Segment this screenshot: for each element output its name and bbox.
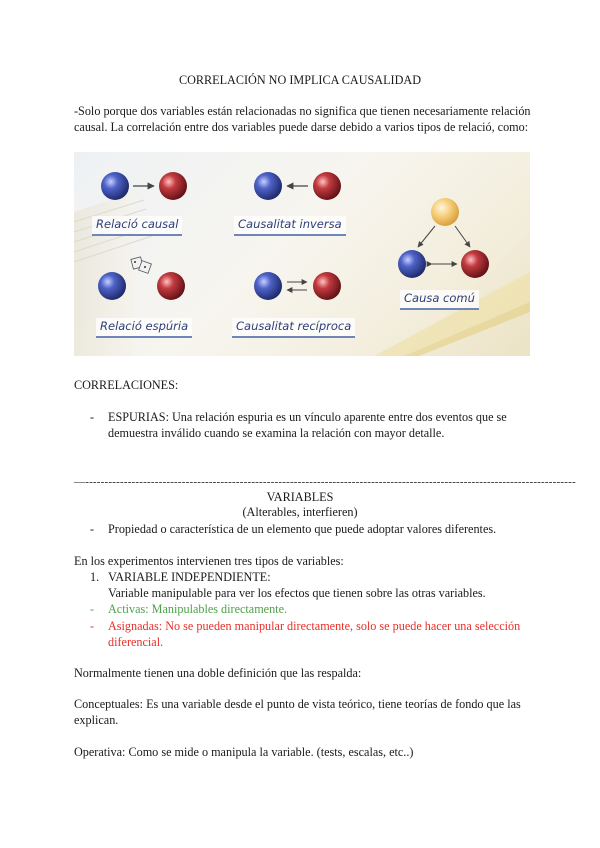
spurious-blue-ball	[98, 272, 126, 300]
label-causa-comu: Causa comú	[400, 290, 479, 310]
independent-variable-desc: Variable manipulable para ver los efectos que tienen sobre las otras variables.	[108, 586, 486, 600]
common-arrow-left	[418, 226, 435, 247]
causality-diagram	[74, 152, 530, 356]
activas-bullet: -	[90, 602, 95, 616]
label-causalitat-reciproca: Causalitat recíproca	[232, 318, 355, 338]
common-arrow-right	[455, 226, 470, 247]
page-title: CORRELACIÓN NO IMPLICA CAUSALIDAD	[178, 73, 422, 87]
asignadas-bullet: -	[90, 619, 95, 633]
operativa-paragraph: Operativa: Como se mide o manipula la variable. (tests, escalas, etc..)	[74, 745, 414, 759]
label-relacio-causal: Relació causal	[92, 216, 182, 236]
inverse-red-ball	[313, 172, 341, 200]
item1-number: 1.	[90, 570, 100, 584]
conceptuales-paragraph: Conceptuales: Es una variable desde el punto de vista teórico, tiene teorías de fondo que las explican.	[74, 697, 521, 727]
espurias-bullet: -	[90, 410, 95, 424]
experiments-paragraph: En los experimentos intervienen tres tipos de variables:	[74, 554, 344, 568]
inverse-blue-ball	[254, 172, 282, 200]
causal-cause-ball	[101, 172, 129, 200]
label-causalitat-inversa: Causalitat inversa	[234, 216, 346, 236]
label-relacio-espuria: Relació espúria	[96, 318, 192, 338]
variables-title: VARIABLES	[266, 490, 334, 504]
correlaciones-heading: CORRELACIONES:	[74, 378, 179, 392]
reciprocal-blue-ball	[254, 272, 282, 300]
reciprocal-red-ball	[313, 272, 341, 300]
asignadas-item: Asignadas: No se pueden manipular directamente, solo se puede hacer una selección diferencial.	[108, 619, 521, 649]
spurious-red-ball	[157, 272, 185, 300]
espurias-item: ESPURIAS: Una relación espuria es un vínculo aparente entre dos eventos que se demuestra inválido cuando se examina la relación con mayor detalle.	[108, 410, 507, 440]
variables-definition: Propiedad o característica de un elemento que puede adoptar valores diferentes.	[108, 522, 497, 536]
section-divider: —-------------------------------------------------------------------------------------------------------------------------------	[74, 476, 576, 488]
common-blue-ball	[398, 250, 426, 278]
activas-item: Activas: Manipulables directamente.	[108, 602, 288, 616]
causal-effect-ball	[159, 172, 187, 200]
variables-subtitle: (Alterables, interfieren)	[242, 505, 358, 519]
definition-bullet: -	[90, 522, 95, 536]
independent-variable-title: VARIABLE INDEPENDIENTE:	[108, 570, 271, 584]
common-cause-ball	[431, 198, 459, 226]
common-red-ball	[461, 250, 489, 278]
doble-definicion-paragraph: Normalmente tienen una doble definición que las respalda:	[74, 666, 362, 680]
intro-paragraph: -Solo porque dos variables están relacionadas no significa que tienen necesariamente relación causal. La correlación entre dos variables puede darse debido a varios tipos de relació, como:	[74, 104, 531, 134]
